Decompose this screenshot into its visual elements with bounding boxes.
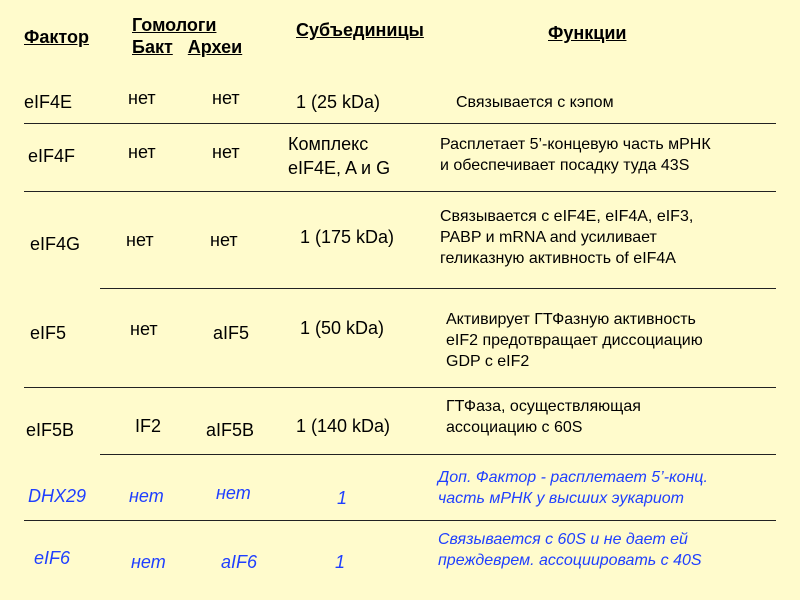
row-dhx29-sub: 1 [337,488,348,508]
sub-line: eIF4E, A и G [288,158,391,178]
func-line: геликазную активность of eIF4A [440,250,676,267]
sub-line: Комплекс [288,134,369,154]
row-eif4f-factor: eIF4F [28,146,76,166]
row-dhx29-arch: нет [216,483,251,503]
row-divider [100,288,776,289]
row-divider [24,191,776,192]
header-factor: Фактор [24,27,89,47]
func-line: ГТФаза, осуществляющая [446,398,641,415]
row-eif4g-sub: 1 (175 kDa) [300,227,395,247]
row-divider [24,520,776,521]
func-line: eIF2 предотвращает диссоциацию [446,332,703,349]
func-line: часть мРНК у высших эукариот [438,490,684,507]
header-homologs-title: Гомологи [132,15,217,35]
row-eif5-factor: eIF5 [30,323,67,343]
row-dhx29-bact: нет [129,486,164,506]
row-eif4g-factor: eIF4G [30,234,81,254]
row-eif5b-factor: eIF5B [26,420,75,440]
header-functions: Функции [548,23,627,43]
row-divider [100,454,776,455]
func-line: и обеспечивает посадку туда 43S [440,157,690,174]
row-eif5-sub: 1 (50 kDa) [300,318,385,338]
func-line: PABP и mRNA and усиливает [440,229,657,246]
header-bact: Бакт [132,37,173,57]
row-eif6-arch: aIF6 [221,552,258,572]
row-eif5-arch: aIF5 [213,323,250,343]
row-eif4e-bact: нет [128,88,156,108]
row-eif4e-arch: нет [212,88,240,108]
row-eif5b-func [446,396,641,438]
row-eif4f-func [440,134,711,176]
row-eif6-func [438,529,702,571]
row-eif4e-sub: 1 (25 kDa) [296,92,381,112]
row-eif4g-func [440,206,693,269]
header-subunits: Субъединицы [296,20,424,40]
func-line: Расплетает 5’-концевую часть мРНК [440,136,711,153]
row-eif5-func [446,309,703,372]
func-line: GDP с eIF2 [446,353,530,370]
row-eif4f-arch: нет [212,142,240,162]
row-eif5b-arch: aIF5B [206,420,255,440]
row-eif4e-func [456,92,614,113]
row-eif4g-arch: нет [210,230,238,250]
func-line: Связывается с 60S и не дает ей [438,531,688,548]
func-line: Связывается с кэпом [456,94,614,111]
header-archaea: Археи [187,37,243,57]
header-homologs-sub [132,36,242,58]
row-divider [24,123,776,124]
header-homologs [132,14,242,58]
row-eif6-sub: 1 [335,552,346,572]
row-dhx29-func [438,467,708,509]
row-divider [24,387,776,388]
row-eif5b-sub: 1 (140 kDa) [296,416,391,436]
func-line: преждеврем. ассоциировать с 40S [438,552,702,569]
row-eif4g-bact: нет [126,230,154,250]
func-line: ассоциацию с 60S [446,419,583,436]
row-eif4f-bact: нет [128,142,156,162]
func-line: Связывается с eIF4E, eIF4A, eIF3, [440,208,694,225]
row-eif4f-sub [288,132,390,180]
row-eif5b-bact: IF2 [135,416,162,436]
row-eif6-bact: нет [131,552,166,572]
func-line: Активирует ГТФазную активность [446,311,696,328]
row-dhx29-factor: DHX29 [28,486,87,506]
row-eif5-bact: нет [130,319,158,339]
row-eif6-factor: eIF6 [34,548,71,568]
row-eif4e-factor: eIF4E [24,92,73,112]
func-line: Доп. Фактор - расплетает 5’-конц. [438,469,708,486]
